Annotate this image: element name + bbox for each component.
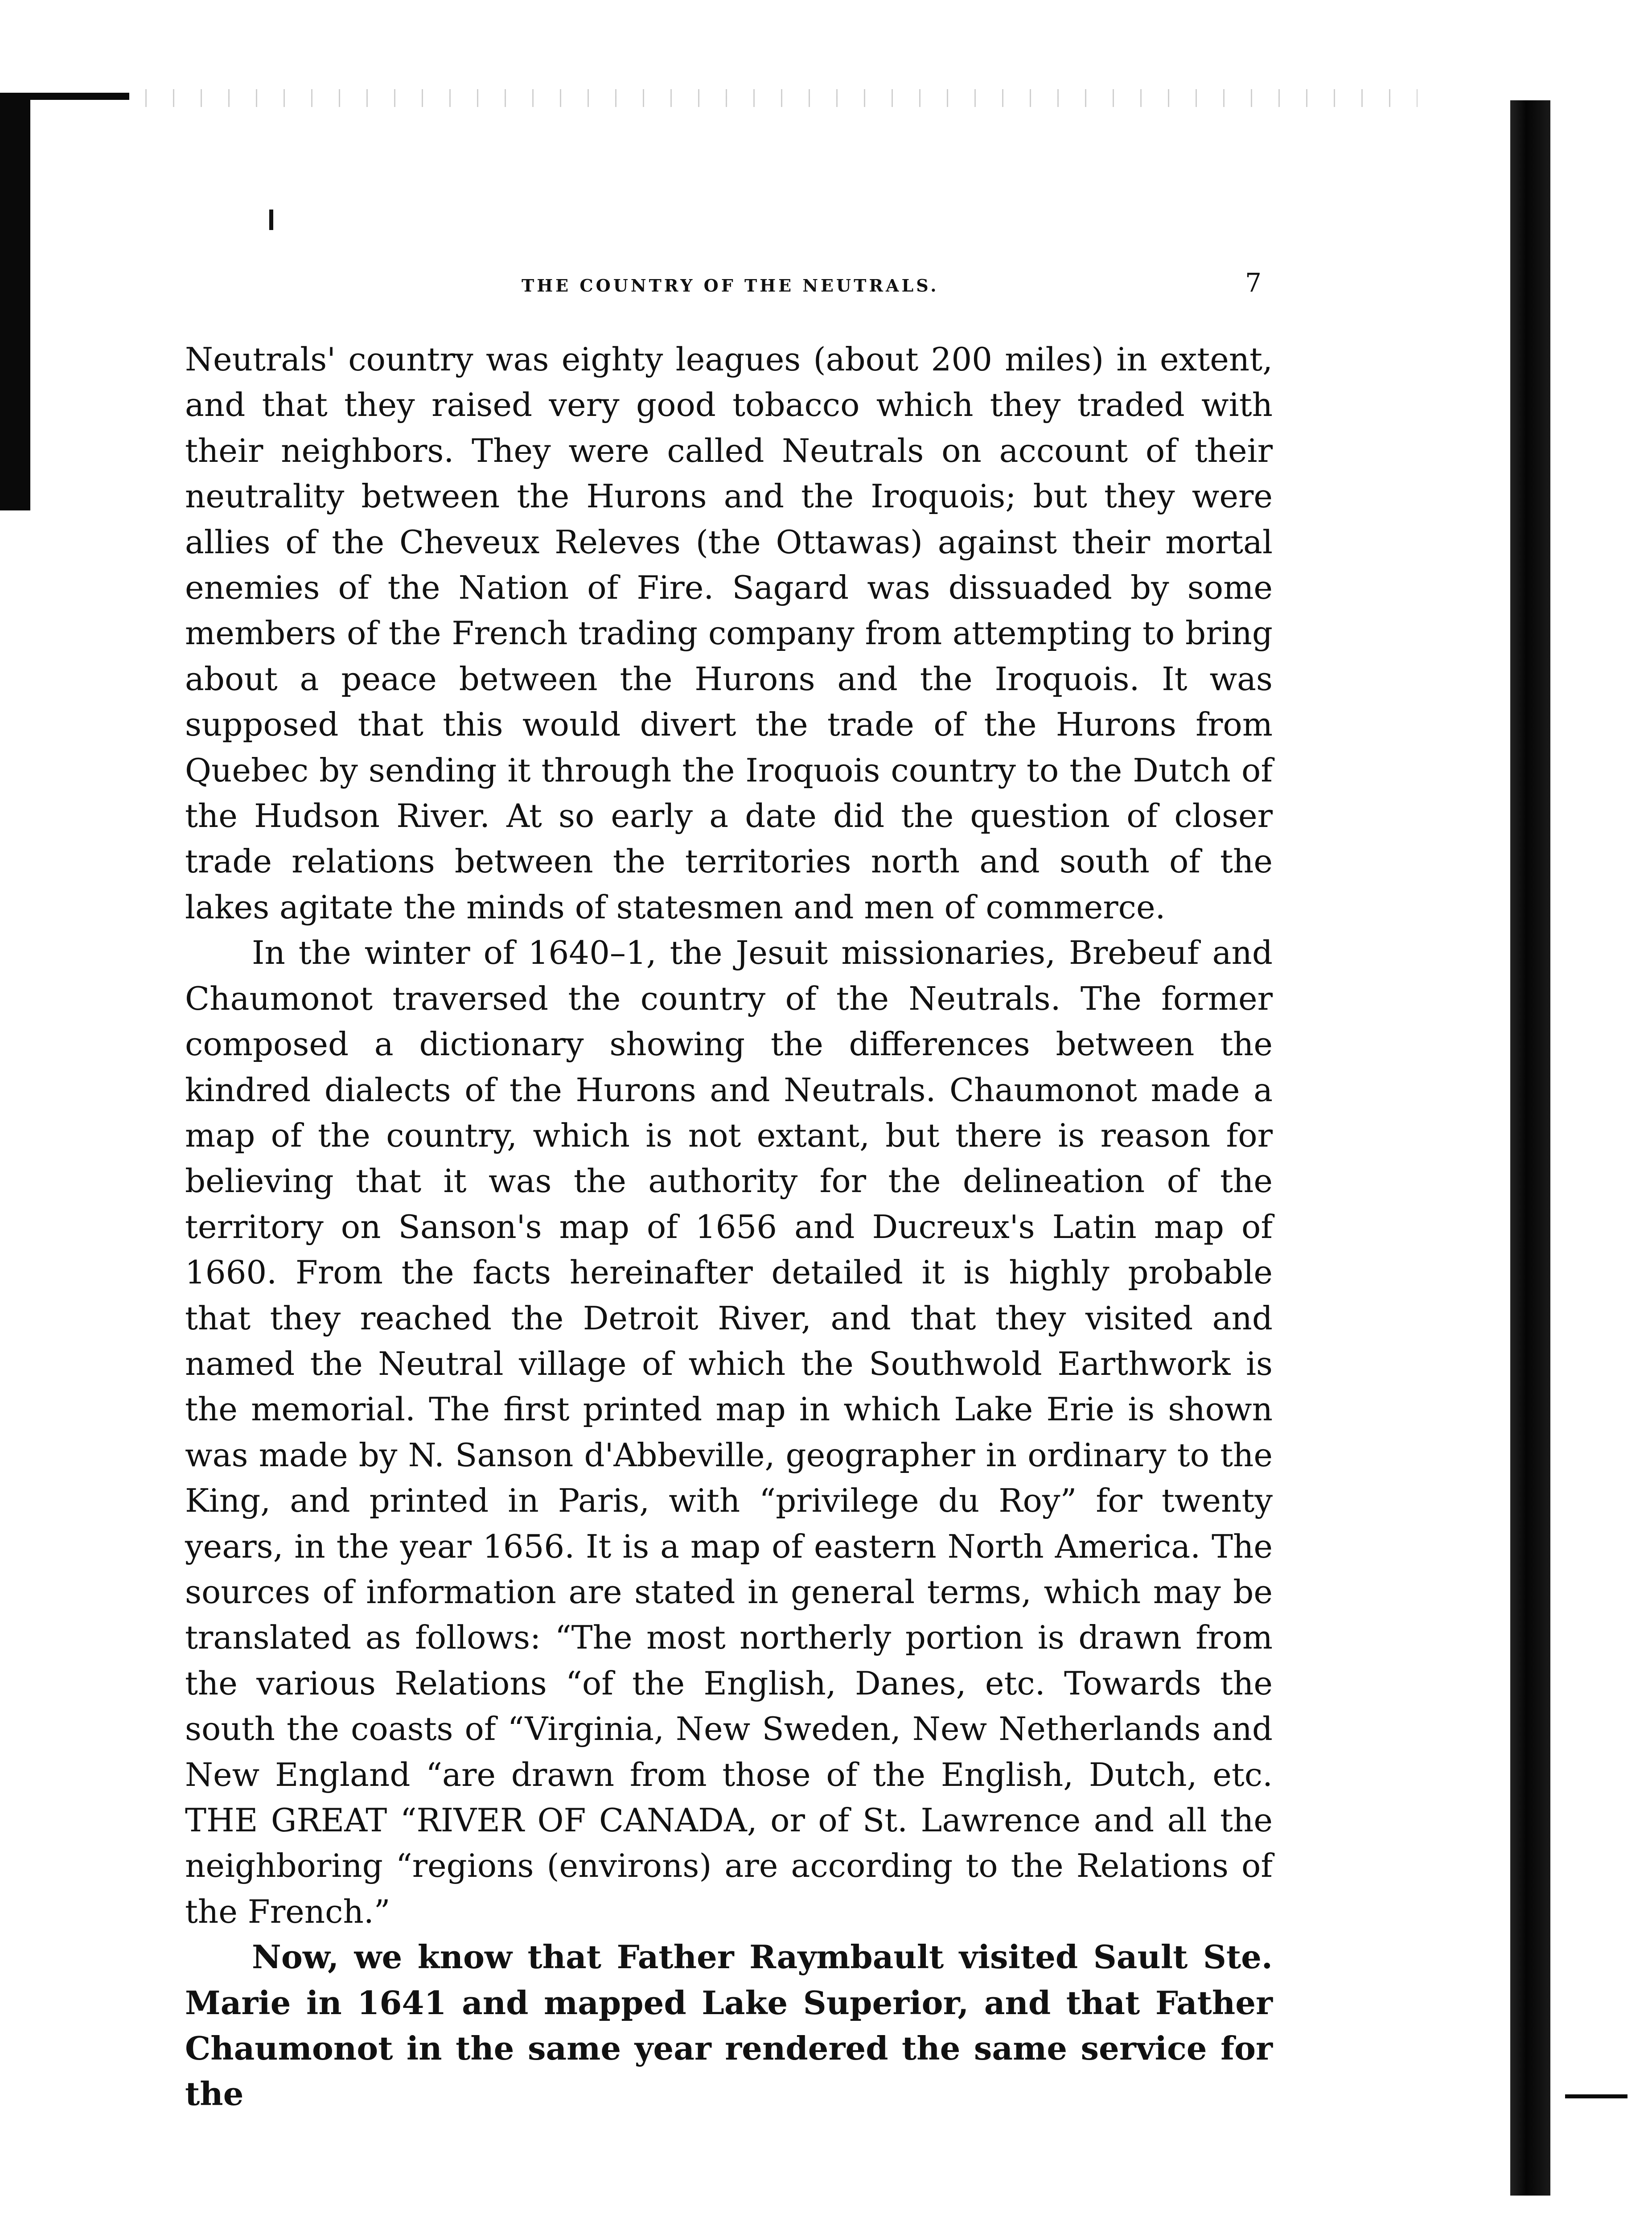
scan-edge-right: [1510, 100, 1550, 2196]
scan-edge-left: [0, 94, 30, 510]
scan-edge-tick: [1565, 2094, 1627, 2098]
body-text: [185, 337, 1273, 2117]
page-number: 7: [1245, 267, 1262, 298]
running-head: THE COUNTRY OF THE NEUTRALS.: [522, 276, 939, 296]
stray-mark: [269, 210, 273, 230]
paragraph-1: Neutrals' country was eighty leagues (about 200 miles) in extent, and that they raised very good tobacco which they traded with their neighbors. They were called Neutrals on account of their neutrality between the Hurons and the Iroquois; but they were allies of the Cheveux Releves (the Ottawas) against their mortal enemies of the Nation of Fire. Sagard was dissuaded by some members of the French trading company from attempting to bring about a peace between the Hurons and the Iroquois. It was supposed that this would divert the trade of the Hurons from Quebec by sending it through the Iroquois country to the Dutch of the Hudson River. At so early a date did the question of closer trade relations between the territories north and south of the lakes agitate the minds of statesmen and men of commerce.: [185, 341, 1273, 926]
paragraph-2: In the winter of 1640–1, the Jesuit missionaries, Brebeuf and Chaumonot traversed the country of the Neutrals. The former composed a dictionary showing the differences between the kindred dialects of the Hurons and Neutrals. Chaumonot made a map of the country, which is not extant, but there is reason for believing that it was the authority for the delineation of the territory on Sanson's map of 1656 and Ducreux's Latin map of 1660. From the facts hereinafter detailed it is highly probable that they reached the Detroit River, and that they visited and named the Neutral village of which the Southwold Earthwork is the memorial. The first printed map in which Lake Erie is shown was made by N. Sanson d'Abbeville, geographer in ordinary to the King, and printed in Paris, with “privilege du Roy” for twenty years, in the year 1656. It is a map of eastern North America. The sources of information are stated in general terms, which may be translated as follows: “The most northerly portion is drawn from the various Relations “of the English, Danes, etc. Towards the south the coasts of “Virginia, New Sweden, New Netherlands and New England “are drawn from those of the English, Dutch, etc. THE GREAT “RIVER OF CANADA, or of St. Lawrence and all the neighboring “regions (environs) are according to the Relations of the French.”: [185, 934, 1273, 1930]
paragraph-3: Now, we know that Father Raymbault visited Sault Ste. Marie in 1641 and mapped Lake Superior, and that Father Chaumonot in the same year rendered the same service for the: [185, 1938, 1273, 2113]
scan-noise-top: [134, 89, 1418, 107]
page-header: [473, 267, 1262, 308]
